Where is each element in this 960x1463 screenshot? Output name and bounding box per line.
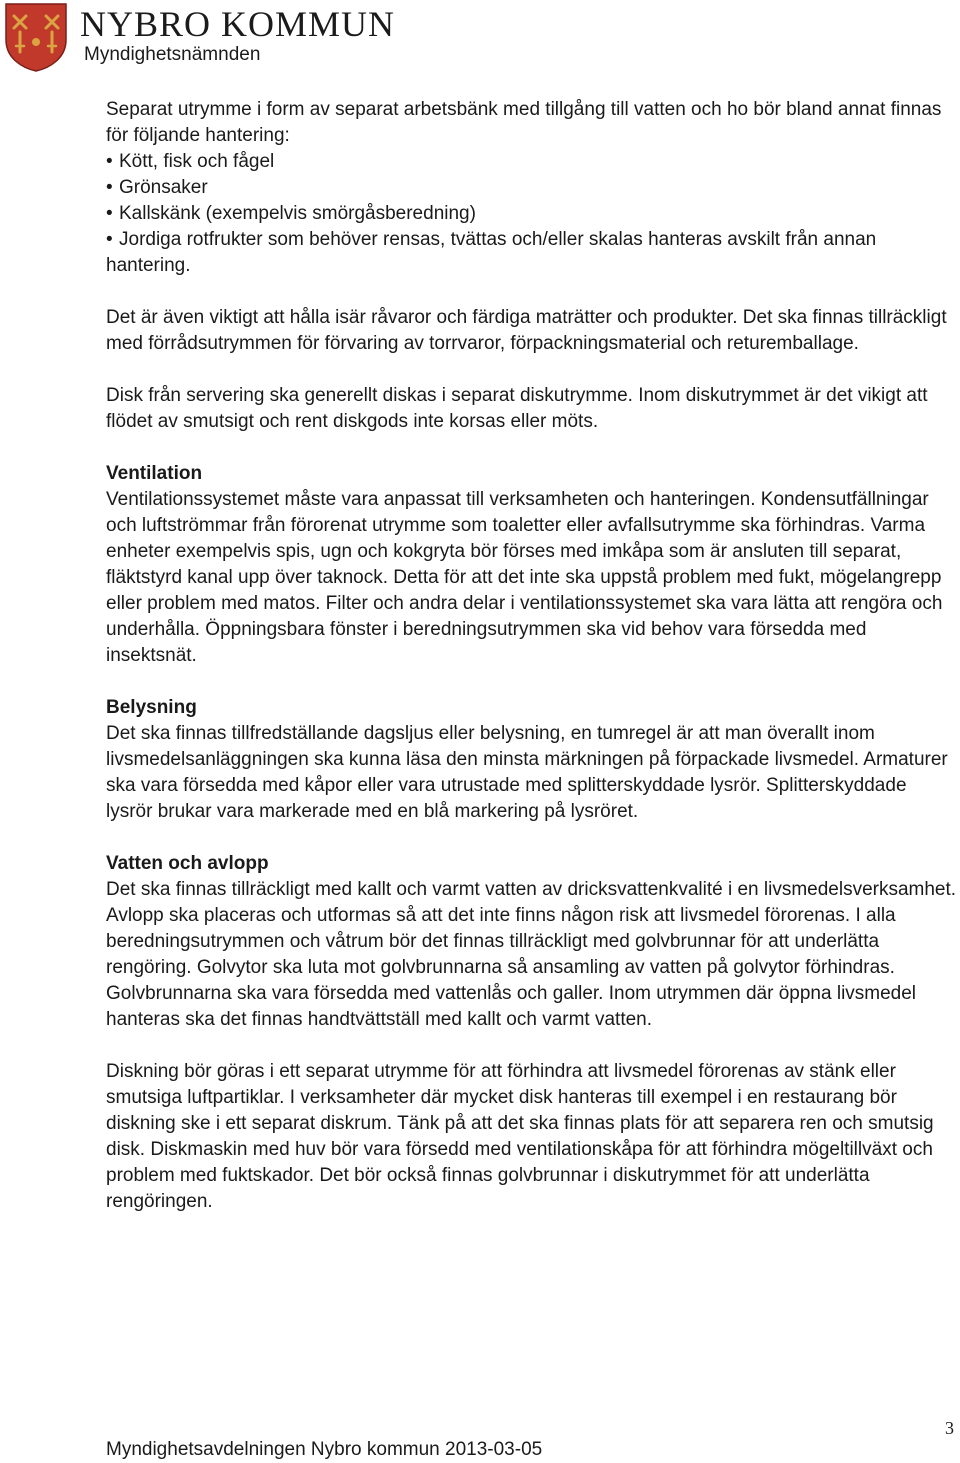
list-item: [106, 201, 958, 227]
spacer: [106, 435, 958, 461]
water-heading: Vatten och avlopp: [106, 853, 269, 874]
list-item: [106, 175, 958, 201]
intro-paragraph: Separat utrymme i form av separat arbetsbänk med tillgång till vatten och ho bör bland annat finnas för följande hantering:: [106, 99, 942, 146]
bullet-icon: •: [106, 151, 113, 172]
water-paragraph: Det ska finnas tillräckligt med kallt och varmt vatten av dricksvattenkvalité i en livsmedelsverksamhet. Avlopp ska placeras och utformas så att det inte finns någon risk att livsmedel förorenas. I alla beredningsutrymmen och våtrum bör det finnas tillräckligt med golvbrunnar för att underlätta rengöring. Golvytor ska luta mot golvbrunnarna så ansamling av vatten på golvytor förhindras. Golvbrunnarna ska vara försedda med vattenlås och galler. Inom utrymmen där öppna livsmedel hanteras ska det finnas handtvättställ med kallt och varmt vatten.: [106, 879, 957, 1030]
logo-text: [80, 4, 395, 66]
spacer: [106, 825, 958, 851]
list-item-text: Grönsaker: [119, 177, 208, 198]
list-item-text: Kallskänk (exempelvis smörgåsberedning): [119, 203, 476, 224]
dishes-paragraph: Disk från servering ska generellt diskas i separat diskutrymme. Inom diskutrymmet är det vikigt att flödet av smutsigt och rent diskgods inte korsas eller möts.: [106, 385, 928, 432]
lighting-heading: Belysning: [106, 697, 197, 718]
handling-list: [106, 149, 958, 279]
ventilation-paragraph: Ventilationssystemet måste vara anpassat till verksamheten och hanteringen. Kondensutfällningar och luftströmmar från förorenat utrymme som toaletter eller avfallsutrymme ska förhindras. Varma enheter exempelvis spis, ugn och kokgryta bör förses med imkåpa som är ansluten till separat, fläktstyrd kanal upp över taknock. Detta för att det inte ska uppstå problem med fukt, mögelangrepp eller problem med matos. Filter och andra delar i ventilationssystemet ska vara lätta att rengöra och underhålla. Öppningsbara fönster i beredningsutrymmen ska vid behov vara försedda med insektsnät.: [106, 489, 943, 666]
document-header: [0, 0, 420, 80]
spacer: [106, 1033, 958, 1059]
list-item-text: Jordiga rotfrukter som behöver rensas, tvättas och/eller skalas hanteras avskilt från annan hantering.: [106, 229, 877, 276]
bullet-icon: •: [106, 177, 113, 198]
list-item: [106, 227, 958, 279]
organization-name: NYBRO KOMMUN: [80, 4, 396, 44]
spacer: [106, 357, 958, 383]
spacer: [106, 669, 958, 695]
organization-department: Myndighetsnämnden: [84, 44, 261, 65]
dishwashing-paragraph: Diskning bör göras i ett separat utrymme för att förhindra att livsmedel förorenas av stänk eller smutsiga luftpartiklar. I verksamheter där mycket disk hanteras till exempel i en restaurang bör diskning ske i ett separat diskrum. Tänk på att det ska finnas plats för att separera ren och smutsig disk. Diskmaskin med huv bör vara försedd med ventilationskåpa för att förhindra mögeltillväxt och problem med fuktskador. Det bör också finnas golvbrunnar i diskutrymmet för att underlätta rengöringen.: [106, 1061, 934, 1212]
bullet-icon: •: [106, 203, 113, 224]
list-item: [106, 149, 958, 175]
ventilation-heading: Ventilation: [106, 463, 203, 484]
page-number: 3: [945, 1418, 954, 1438]
bullet-icon: •: [106, 229, 113, 250]
spacer: [106, 279, 958, 305]
coat-of-arms-icon: [4, 2, 68, 72]
list-item-text: Kött, fisk och fågel: [119, 151, 275, 172]
document-footer: Myndighetsavdelningen Nybro kommun 2013-03-05: [106, 1439, 543, 1460]
lighting-paragraph: Det ska finnas tillfredställande dagsljus eller belysning, en tumregel är att man överallt inom livsmedelsanläggningen ska kunna läsa den minsta märkningen på förpackade livsmedel. Armaturer ska vara försedda med kåpor eller vara utrustade med splitterskyddade lysrör. Splitterskyddade lysrör brukar vara markerade med en blå markering på lysröret.: [106, 723, 948, 822]
separation-paragraph: Det är även viktigt att hålla isär råvaror och färdiga maträtter och produkter. Det ska finnas tillräckligt med förrådsutrymmen för förvaring av torrvaror, förpackningsmaterial och returemballage.: [106, 307, 947, 354]
document-body: [106, 97, 958, 1215]
